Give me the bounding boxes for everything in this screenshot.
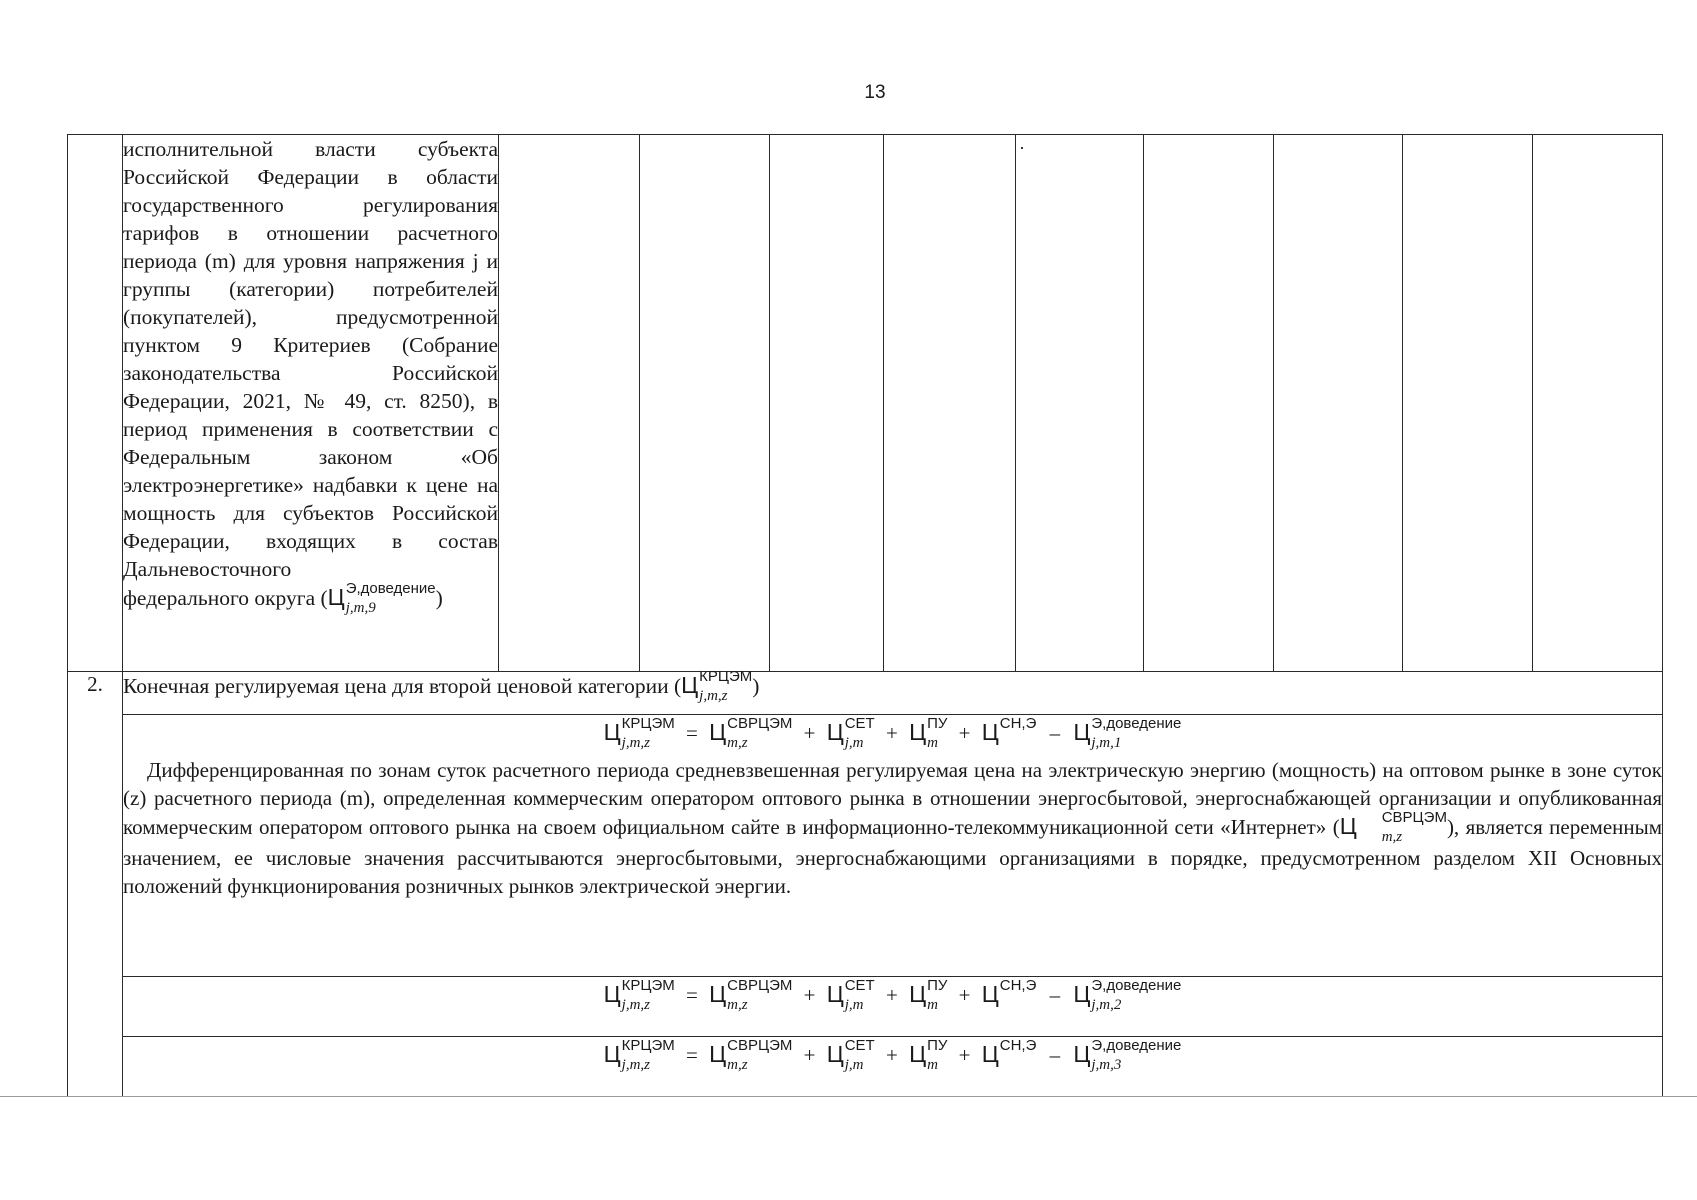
table-row-formula-2 [68,977,1663,1037]
table-row-formula-1 [68,715,1663,977]
formula-3: Ц КРЦЭМ j,m,z = Ц СВРЦЭМ m,z + Ц СЕТ j,m + Ц ПУ m + Ц СН,Э – Ц Э,доведение j,m,3 [603,1037,1182,1074]
value-cell [1533,135,1663,672]
price-symbol: Ц [1339,813,1357,840]
page-bottom-rule [0,1096,1697,1097]
tariff-table [67,134,1663,1097]
formula-paragraph-cell [123,715,1663,977]
table-row-continuation [68,135,1663,672]
value-cell [1144,135,1274,672]
definition-paragraph: Дифференцированная по зонам суток расчетного периода средневзвешенная регулируемая цена на электрическую энергию (мощность) на оптовом рынке в зоне суток (z) расчетного периода (m), определенная коммерческим оператором оптового рынка в отношении энергосбытовой, энергоснабжающей организации и опубликованная коммерческим оператором оптового рынка на своем официальном сайте в информационно-телекоммуникационной сети «Интернет» (Ц СВРЦЭМ m,z ), является переменным значением, ее числовые значения рассчитываются энергосбытовыми, энергоснабжающими организациями в порядке, предусмотренном разделом XII Основных положений функционирования розничных рынков электрической энергии. [123,758,1663,899]
price-symbol: Ц [681,672,699,698]
formula-2: Ц КРЦЭМ j,m,z = Ц СВРЦЭМ m,z + Ц СЕТ j,m + Ц ПУ m + Ц СН,Э – Ц Э,доведение j,m,2 [603,977,1182,1014]
table-row-formula-3 [68,1037,1663,1097]
value-cell [1403,135,1533,672]
formula-cell [123,977,1663,1037]
row-number-cell: 2. [68,672,123,1097]
value-cell [1274,135,1403,672]
row-number-cell [68,135,123,672]
page-number: 13 [864,82,886,103]
price-symbol: Ц [327,584,345,610]
value-cell [499,135,640,672]
value-cell [884,135,1016,672]
value-cell [640,135,770,672]
row-description-text: исполнительной власти субъекта Российской Федерации в области государственного регулирования тарифов в отношении расчетного периода (m) для уровня напряжения j и группы (категории) потребителей (покупателей), предусмотренной пунктом 9 Критериев (Собрание законодательства Российской Федерации, 2021, № 49, ст. 8250), в период применения в соответствии с Федеральным законом «Об электроэнергетике» надбавки к цене на мощность для субъектов Российской Федерации, входящих в состав Дальневосточного [123,137,498,581]
table-row-category-2 [68,672,1663,715]
value-cell [770,135,884,672]
formula-cell [123,1037,1663,1097]
formula-1: Ц КРЦЭМ j,m,z = Ц СВРЦЭМ m,z + Ц СЕТ j,m + Ц ПУ m + Ц СН,Э – Ц Э,доведение j,m,1 [603,715,1182,752]
row-description-last-line: федерального округа (Ц Э,доведение j,m,9 ) [123,580,443,617]
row-description-cell [123,135,499,672]
category-title-cell: Конечная регулируемая цена для второй ценовой категории (Ц КРЦЭМ j,m,z ) [123,672,1663,715]
value-cell [1016,135,1144,672]
